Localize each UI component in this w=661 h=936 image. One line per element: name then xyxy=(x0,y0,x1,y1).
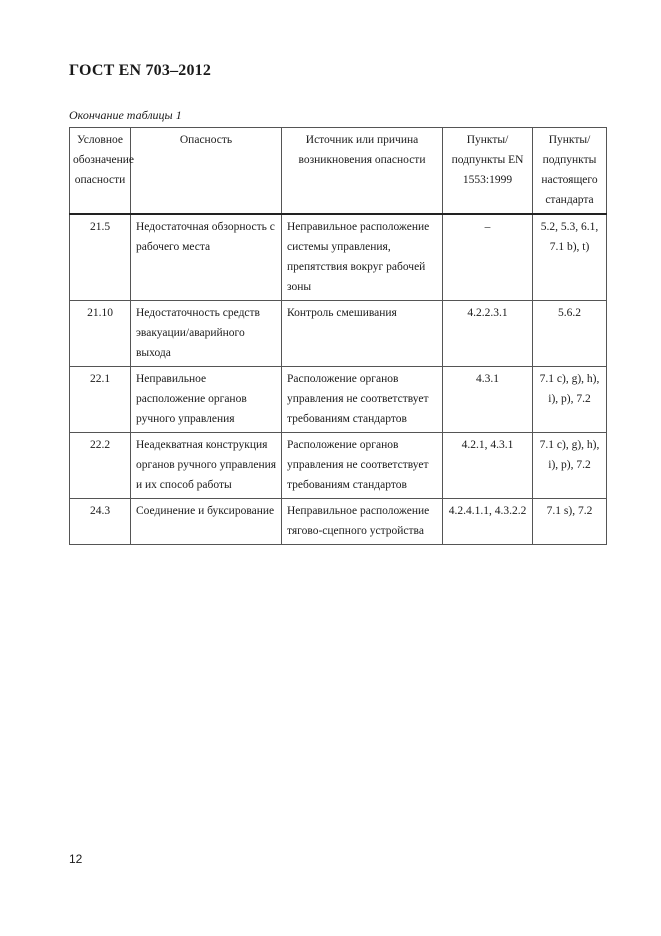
column-header-en-clauses: Пункты/ подпункты EN 1553:1999 xyxy=(443,128,533,215)
column-header-code: Условное обозначение опасности xyxy=(70,128,131,215)
cell-code: 21.5 xyxy=(70,214,131,301)
cell-std-clauses: 7.1 c), g), h), i), p), 7.2 xyxy=(533,367,607,433)
cell-en-clauses: 4.2.1, 4.3.1 xyxy=(443,433,533,499)
table-caption: Окончание таблицы 1 xyxy=(69,108,182,122)
cell-source: Неправильное расположение тягово-сцепного устройства xyxy=(282,499,443,545)
cell-hazard: Неправильное расположение органов ручного управления xyxy=(131,367,282,433)
cell-hazard: Соединение и буксирование xyxy=(131,499,282,545)
table-row xyxy=(70,433,607,499)
cell-code: 24.3 xyxy=(70,499,131,545)
cell-code: 21.10 xyxy=(70,301,131,367)
cell-hazard: Недостаточная обзорность с рабочего места xyxy=(131,214,282,301)
table-row xyxy=(70,367,607,433)
hazards-table xyxy=(69,127,607,545)
cell-code: 22.2 xyxy=(70,433,131,499)
table-row xyxy=(70,301,607,367)
page-number: 12 xyxy=(69,852,83,866)
cell-source: Контроль смешивания xyxy=(282,301,443,367)
cell-std-clauses: 5.6.2 xyxy=(533,301,607,367)
column-header-hazard: Опасность xyxy=(131,128,282,215)
table-row xyxy=(70,214,607,301)
cell-std-clauses: 7.1 c), g), h), i), p), 7.2 xyxy=(533,433,607,499)
cell-en-clauses: – xyxy=(443,214,533,301)
column-header-source: Источник или причина возникновения опасности xyxy=(282,128,443,215)
cell-source: Расположение органов управления не соответствует требованиям стандартов xyxy=(282,367,443,433)
table-header-row xyxy=(70,128,607,215)
cell-en-clauses: 4.2.4.1.1, 4.3.2.2 xyxy=(443,499,533,545)
cell-source: Неправильное расположение системы управления, препятствия вокруг рабочей зоны xyxy=(282,214,443,301)
cell-source: Расположение органов управления не соответствует требованиям стандартов xyxy=(282,433,443,499)
cell-hazard: Неадекватная конструкция органов ручного управления и их способ работы xyxy=(131,433,282,499)
cell-en-clauses: 4.3.1 xyxy=(443,367,533,433)
document-title: ГОСТ EN 703–2012 xyxy=(69,62,212,79)
cell-std-clauses: 5.2, 5.3, 6.1, 7.1 b), t) xyxy=(533,214,607,301)
cell-hazard: Недостаточность средств эвакуации/аварийного выхода xyxy=(131,301,282,367)
cell-en-clauses: 4.2.2.3.1 xyxy=(443,301,533,367)
table-row xyxy=(70,499,607,545)
cell-std-clauses: 7.1 s), 7.2 xyxy=(533,499,607,545)
cell-code: 22.1 xyxy=(70,367,131,433)
column-header-std-clauses: Пункты/ подпункты настоящего стандарта xyxy=(533,128,607,215)
